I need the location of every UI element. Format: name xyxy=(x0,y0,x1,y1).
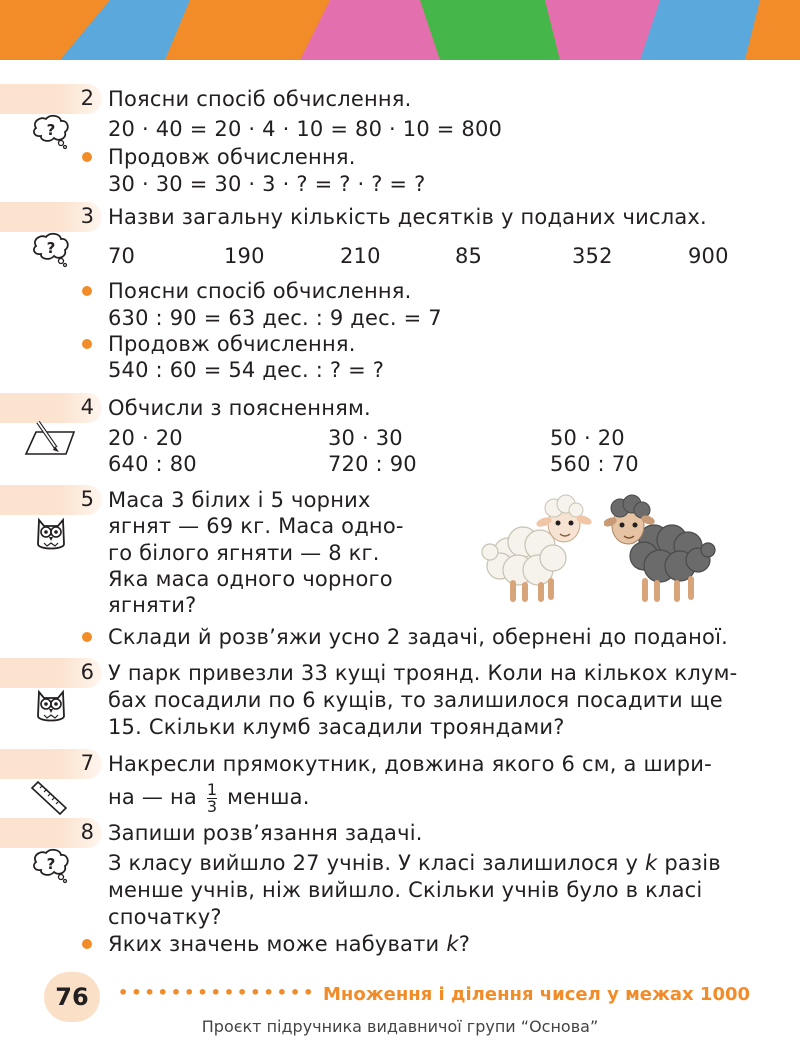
task-text: У парк привезли 33 кущі троянд. Коли на кількох клум- xyxy=(108,661,738,685)
task-text xyxy=(108,850,721,876)
page-number: 76 xyxy=(44,972,100,1022)
text-segment: менша. xyxy=(227,785,310,809)
task-text: Маса 3 білих і 5 чорних xyxy=(108,488,371,512)
task-number: 3 xyxy=(80,204,94,228)
thinking-question-icon xyxy=(30,114,72,150)
task-text: Склади й розв’яжи усно 2 задачі, обернені до поданої. xyxy=(108,625,728,649)
expression: 720 : 90 xyxy=(328,452,417,476)
thinking-question-icon xyxy=(30,848,72,884)
thinking-question-icon xyxy=(30,232,72,268)
expression: 50 · 20 xyxy=(550,426,625,450)
task-text: спочатку? xyxy=(108,905,222,929)
task-text: Продовж обчислення. xyxy=(108,332,356,356)
task-number: 8 xyxy=(80,820,94,844)
task-number: 4 xyxy=(80,395,94,419)
text-segment: З класу вийшло 27 учнів. У класі залишилося у xyxy=(108,851,639,875)
equation: 540 : 60 = 54 дес. : ? = ? xyxy=(108,358,385,382)
task-text: менше учнів, ніж вийшло. Скільки учнів було в класі xyxy=(108,878,703,902)
number-item: 85 xyxy=(455,244,483,268)
owl-icon xyxy=(34,514,68,554)
task-number: 2 xyxy=(80,86,94,110)
ruler-icon xyxy=(28,776,70,816)
task-number: 5 xyxy=(80,487,94,511)
expression: 30 · 30 xyxy=(328,426,403,450)
task-text: ягняти? xyxy=(108,593,197,617)
expression: 20 · 20 xyxy=(108,426,183,450)
text-segment: разів xyxy=(664,851,721,875)
expression: 560 : 70 xyxy=(550,452,639,476)
number-item: 352 xyxy=(572,244,613,268)
bullet xyxy=(82,939,92,949)
black-lamb-illustration xyxy=(604,490,720,608)
task-text: Продовж обчислення. xyxy=(108,145,356,169)
bullet xyxy=(82,286,92,296)
task-text: Поясни спосіб обчислення. xyxy=(108,279,412,303)
dotted-leader: ••••••••••••••• xyxy=(118,983,317,1002)
fraction-one-third xyxy=(206,779,218,816)
bullet xyxy=(82,152,92,162)
fraction-numerator: 1 xyxy=(206,779,218,799)
number-item: 900 xyxy=(688,244,729,268)
variable-k: k xyxy=(446,932,459,956)
equation: 630 : 90 = 63 дес. : 9 дес. = 7 xyxy=(108,306,442,330)
decorative-banner xyxy=(0,0,800,60)
bullet xyxy=(82,339,92,349)
pen-notebook-icon xyxy=(22,418,78,458)
equation: 30 · 30 = 30 · 3 · ? = ? · ? = ? xyxy=(108,172,426,196)
equation: 20 · 40 = 20 · 4 · 10 = 80 · 10 = 800 xyxy=(108,117,503,141)
task-text: 15. Скільки клумб засадили трояндами? xyxy=(108,715,565,739)
number-item: 210 xyxy=(340,244,381,268)
task-text: Запиши розв’язання задачі. xyxy=(108,821,423,845)
variable-k: k xyxy=(645,851,658,875)
owl-icon xyxy=(34,686,68,726)
task-text: бах посадили по 6 кущів, то залишилося посадити ще xyxy=(108,688,723,712)
svg-text:?: ? xyxy=(46,121,56,139)
publisher-footer: Проєкт підручника видавничої групи “Основа” xyxy=(201,1017,599,1036)
svg-text:?: ? xyxy=(46,855,56,873)
white-lamb-illustration xyxy=(478,490,596,608)
text-segment: Яких значень може набувати xyxy=(108,932,440,956)
task-text: Поясни спосіб обчислення. xyxy=(108,87,412,111)
fraction-denominator: 3 xyxy=(206,796,218,816)
bullet xyxy=(82,632,92,642)
task-number: 6 xyxy=(80,660,94,684)
expression: 640 : 80 xyxy=(108,452,197,476)
text-segment: ? xyxy=(458,932,471,956)
text-segment: на — на xyxy=(108,785,197,809)
task-text: Накресли прямокутник, довжина якого 6 см, а шири- xyxy=(108,752,712,776)
number-item: 190 xyxy=(224,244,265,268)
chapter-title: Множення і ділення чисел у межах 1000 xyxy=(323,984,751,1005)
task-number: 7 xyxy=(80,751,94,775)
number-item: 70 xyxy=(108,244,136,268)
task-text: Обчисли з поясненням. xyxy=(108,396,371,420)
svg-text:?: ? xyxy=(46,239,56,257)
task-text: Назви загальну кількість десятків у поданих числах. xyxy=(108,205,707,229)
task-text: го білого ягняти — 8 кг. xyxy=(108,541,380,565)
task-text xyxy=(108,931,470,957)
task-text-fraction-line xyxy=(108,780,310,815)
task-text: Яка маса одного чорного xyxy=(108,567,393,591)
task-text: ягнят — 69 кг. Маса одно- xyxy=(108,514,404,538)
